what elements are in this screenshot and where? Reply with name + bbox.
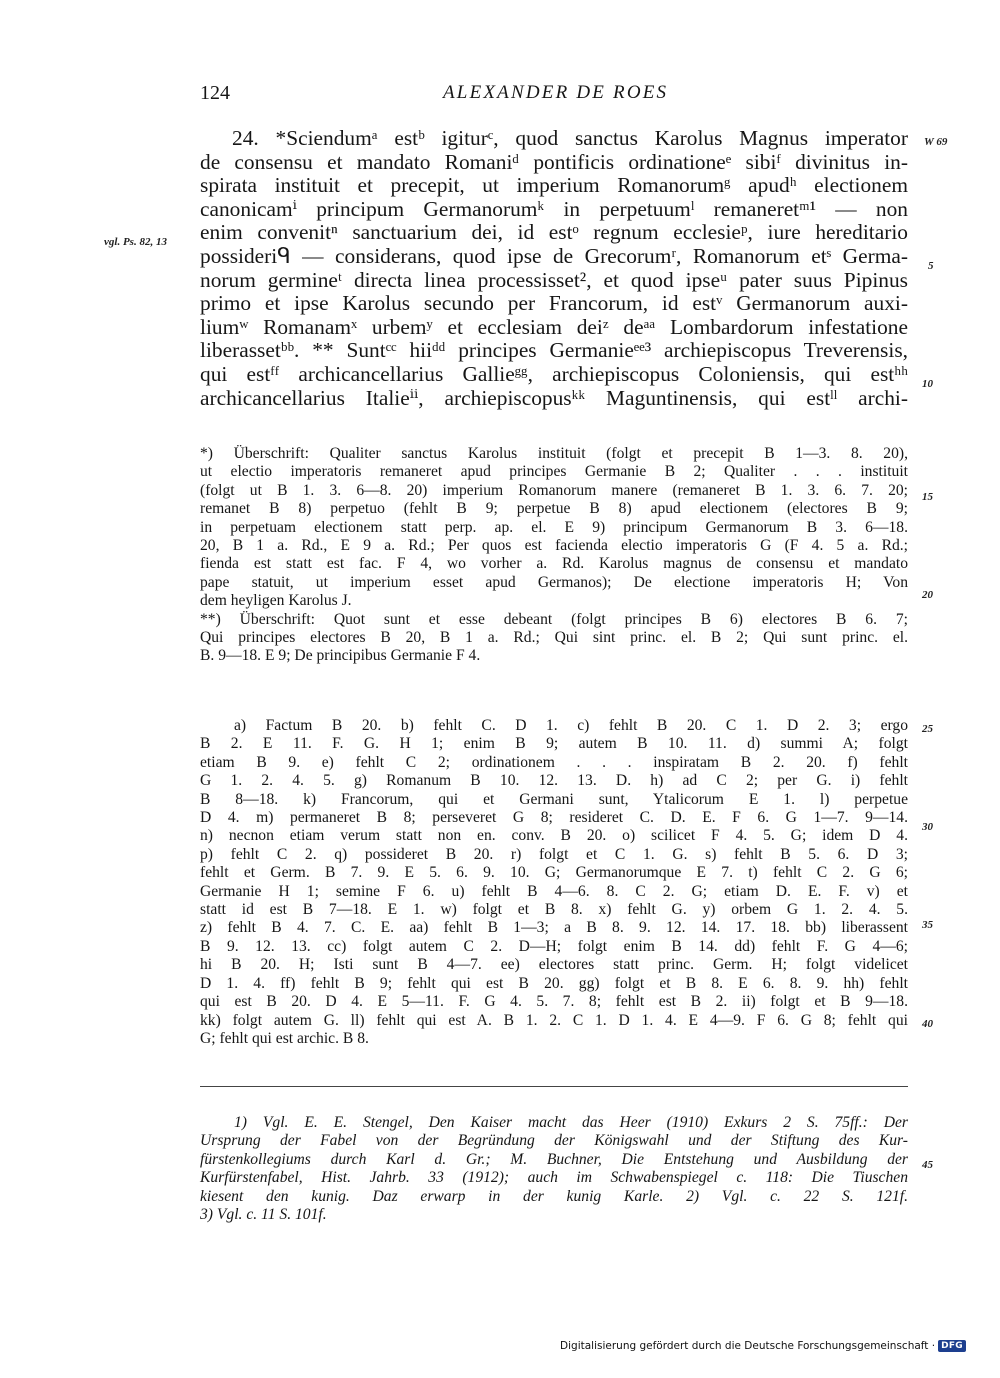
footnote-rule (200, 1086, 908, 1087)
variant-line: statt id est B 7—18. E 1. w) folgt et B 8. x) fehlt G. y) orbem G 1. 2. 4. 5. (200, 901, 908, 919)
heading-note-line: ut electio imperatoris remaneret apud principes Germanie B 2; Qualiter . . . instituit (200, 463, 908, 481)
line-number-45: 45 (922, 1159, 933, 1171)
heading-note-line: 20, B 1 a. Rd., E 9 a. Rd.; Per quos est facienda electio imperatoris G (F 4. 5 a. Rd.; (200, 537, 908, 555)
footnote-line: fürstenkollegiums durch Karl d. Gr.; M. Buchner, Die Entstehung und Ausbildung der (200, 1150, 908, 1168)
line-number-5: 5 (928, 260, 934, 272)
variant-line: Germanie H 1; semine F 6. u) fehlt B 4—6. 8. C 2. G; etiam D. E. F. v) et (200, 882, 908, 900)
heading-note-line: pape statuit, ut imperium esset apud Germanos); De electione imperatoris H; Von (200, 573, 908, 591)
variant-line: D 4. m) permaneret B 8; perseveret G 8; resideret C. D. E. F 6. G 1—7. 9—14. (200, 809, 908, 827)
variant-line: B 8—18. k) Francorum, qui et Germani sunt, Ytalicorum E 1. l) perpetue (200, 790, 908, 808)
footnote-line: Ursprung der Fabel von der Begründung der Königswahl und der Stiftung des Kur- (200, 1132, 908, 1150)
variant-line: B 2. E 11. F. G. H 1; enim B 9; autem B 10. 11. d) summi A; folgt (200, 735, 908, 753)
heading-note-line: Qui principes electores B 20, B 1 a. Rd.; Qui sint princ. el. B 2; Qui sunt princ. el. (200, 629, 908, 647)
footnote-line: 3) Vgl. c. 11 S. 101f. (200, 1206, 327, 1224)
margin-ref-psalm: vgl. Ps. 82, 13 (104, 236, 167, 248)
line-number-25: 25 (922, 723, 933, 735)
heading-note-block (200, 445, 908, 666)
line-number-20: 20 (922, 589, 933, 601)
main-line: archicancellarius Italieⁱⁱ, archiepiscopusᵏᵏ Maguntinensis, qui estˡˡ archi- (200, 385, 908, 410)
variant-line: etiam B 9. e) fehlt C 2; ordinationem . . . inspiratam B 2. 20. f) fehlt (200, 753, 908, 771)
line-number-30: 30 (922, 821, 933, 833)
main-line: qui estᶠᶠ archicancellarius Gallieᵍᵍ, archiepiscopus Coloniensis, qui estʰʰ (200, 361, 908, 386)
variant-line: B 9. 12. 13. cc) folgt autem C 2. D—H; folgt enim B 14. dd) fehlt F. G 4—6; (200, 937, 908, 955)
variant-line: p) fehlt C 2. q) possideret B 20. r) folgt et C 1. G. s) fehlt B 5. 6. D 3; (200, 845, 908, 863)
main-line: possideriᑫ — considerans, quod ipse de Grecorumʳ, Romanorum etˢ Germa- (200, 243, 908, 268)
variant-line: qui est B 20. D 4. E 5—11. F. G 4. 5. 7. 8; fehlt est B 2. ii) folgt et B 9—18. (200, 993, 908, 1011)
variant-line: hi B 20. H; Isti sunt B 4—7. ee) electores statt princ. Germ. H; folgt videlicet (200, 956, 908, 974)
line-number-40: 40 (922, 1018, 933, 1030)
main-line: canonicamⁱ principum Germanorumᵏ in perpetuumˡ remaneretᵐ¹ — non (200, 196, 908, 221)
variant-line: D 1. 4. ff) fehlt B 9; fehlt qui est B 20. gg) folgt et B 8. E 6. 8. 9. hh) fehlt (200, 974, 908, 992)
variant-line: fehlt et Germ. B 7. 9. E 5. 6. 9. 10. G; Germanorumque E 7. t) fehlt C 2. G 6; (200, 864, 908, 882)
credit-text: Digitalisierung gefördert durch die Deutsche Forschungsgemeinschaft · (560, 1340, 936, 1352)
heading-note-line: **) Überschrift: Quot sunt et esse debeant (folgt principes B 6) electores B 6. 7; (200, 610, 908, 628)
footnotes (200, 1114, 908, 1224)
margin-ref-w69: W 69 (924, 136, 948, 148)
footnote-line: Kurfürstenfabel, Hist. Jahrb. 33 (1912); auch im Schwabenspiegel c. 118: Die Tiuschen (200, 1169, 908, 1187)
digitization-credit (560, 1340, 966, 1352)
footnote-line: kiesent den kunig. Daz erwarp in der kunig Karle. 2) Vgl. c. 22 S. 121f. (200, 1187, 908, 1205)
main-line: enim convenitⁿ sanctuarium dei, id estᵒ regnum ecclesieᵖ, iure hereditario (200, 220, 908, 245)
main-line: primo et ipse Karolus secundo per Francorum, id estᵛ Germanorum auxi- (200, 291, 908, 316)
running-head: ALEXANDER DE ROES (443, 82, 669, 103)
main-line: norum germineᵗ directa linea processisset², et quod ipseᵘ pater suus Pipinus (200, 267, 908, 292)
footnote-line: 1) Vgl. E. E. Stengel, Den Kaiser macht das Heer (1910) Exkurs 2 S. 75ff.: Der (234, 1114, 908, 1131)
heading-note-line: fienda est statt est fac. F 4, wo vorher a. Rd. Karolus magnus de consensu et mandato (200, 555, 908, 573)
page-number: 124 (200, 82, 230, 104)
heading-note-line: B. 9—18. E 9; De principibus Germanie F 4. (200, 647, 481, 665)
variant-line: G 1. 2. 4. 5. g) Romanum B 10. 12. 13. D. h) ad C 2; per G. i) fehlt (200, 772, 908, 790)
heading-note-line: (folgt ut B 1. 3. 6—8. 20) imperium Romanorum manere (remaneret B 1. 3. 6. 7. 20; (200, 481, 908, 499)
line-number-35: 35 (922, 919, 933, 931)
line-number-10: 10 (922, 378, 933, 390)
heading-note-line: *) Überschrift: Qualiter sanctus Karolus instituit (folgt et precepit B 1—3. 8. 20), (200, 445, 908, 462)
heading-note-line: dem heyligen Karolus J. (200, 592, 352, 610)
heading-note-line: remanet B 8) perpetuo (fehlt B 9; perpetue B 8) apud electionem (electores B 9; (200, 500, 908, 518)
main-line: liumʷ Romanamˣ urbemʸ et ecclesiam deiᶻ deᵃᵃ Lombardorum infestatione (200, 314, 908, 339)
variant-line: kk) folgt autem G. ll) fehlt qui est A. B 1. 2. C 1. D 1. 4. E 4—9. F 6. G 8; fehlt qui (200, 1011, 908, 1029)
dfg-logo-icon: DFG (938, 1340, 966, 1352)
variant-line: n) necnon etiam verum statt non en. conv. B 20. o) scilicet F 4. 5. G; idem D 4. (200, 827, 908, 845)
main-line: spirata instituit et precepit, ut imperium Romanorumᵍ apudʰ electionem (200, 173, 908, 198)
variant-apparatus (200, 717, 908, 1048)
heading-note-line: in perpetuam electionem statt perp. ap. el. E 9) principum Germanorum B 3. 6—18. (200, 518, 908, 536)
main-text-block (200, 127, 908, 410)
variant-line: G; fehlt qui est archic. B 8. (200, 1029, 369, 1047)
main-line: liberassetᵇᵇ. ** Suntᶜᶜ hiiᵈᵈ principes Germanieᵉᵉ³ archiepiscopus Treverensis, (200, 338, 908, 363)
variant-line: a) Factum B 20. b) fehlt C. D 1. c) fehlt B 20. C 1. D 2. 3; ergo (234, 717, 908, 734)
main-line: de consensu et mandato Romaniᵈ pontificis ordinationeᵉ sibiᶠ divinitus in- (200, 149, 908, 174)
variant-line: z) fehlt B 4. 7. C. E. aa) fehlt B 1—3; a B 8. 9. 12. 14. 17. 18. bb) liberassent (200, 919, 908, 937)
line-number-15: 15 (922, 491, 933, 503)
main-line: 24. *Sciendumᵃ estᵇ igiturᶜ, quod sanctus Karolus Magnus imperator (232, 126, 908, 150)
